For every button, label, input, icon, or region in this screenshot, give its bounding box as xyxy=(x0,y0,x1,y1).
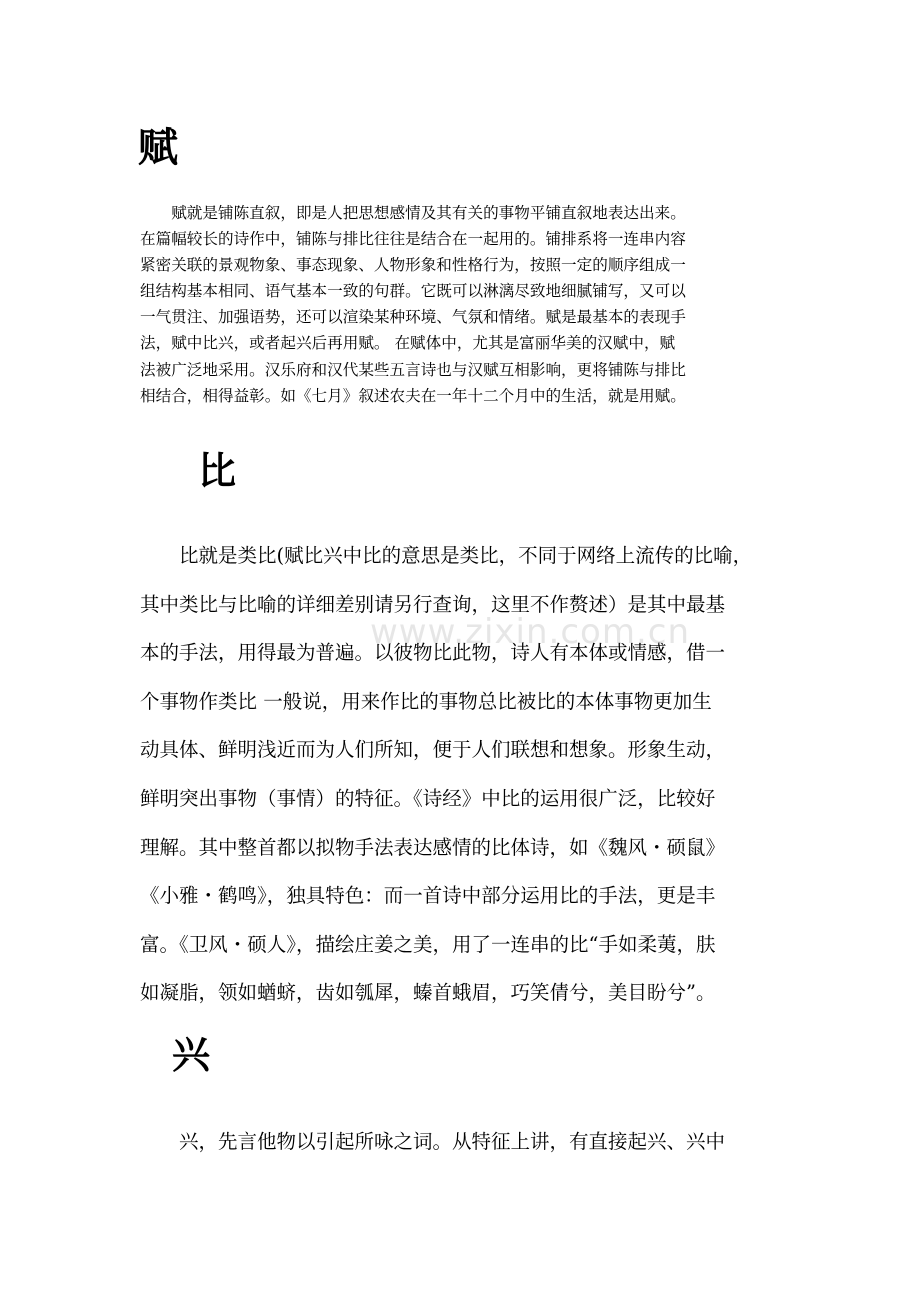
text-line: 比就是类比(赋比兴中比的意思是类比，不同于网络上流传的比喻， xyxy=(140,544,753,567)
text-line: 紧密关联的景观物象、事态现象、人物形象和性格行为，按照一定的顺序组成一 xyxy=(140,256,686,275)
paragraph-xing xyxy=(140,1118,725,1166)
text-line: 理解。其中整首都以拟物手法表达感情的比体诗，如《魏风・硕鼠》 xyxy=(140,835,726,859)
text-line: 组结构基本相同、语气基本一致的句群。它既可以淋漓尽致地细腻铺写，又可以 xyxy=(140,282,686,301)
paragraph-fu xyxy=(140,200,686,409)
text-line: 鲜明突出事物（事情）的特征。《诗经》中比的运用很广泛，比较好 xyxy=(140,786,716,810)
text-line: 相结合，相得益彰。如《七月》叙述农夫在一年十二个月中的生活，就是用赋。 xyxy=(140,386,686,405)
text-line: 动具体、鲜明浅近而为人们所知，便于人们联想和想象。形象生动， xyxy=(140,738,726,762)
section-heading-fu: 赋 xyxy=(138,125,178,171)
text-line: 其中类比与比喻的详细差别请另行查询，这里不作赘述）是其中最基 xyxy=(140,592,726,616)
text-line: 兴，先言他物以引起所咏之词。从特征上讲，有直接起兴、兴中 xyxy=(140,1130,726,1153)
text-line: 个事物作类比 一般说，用来作比的事物总比被比的本体事物更加生 xyxy=(140,689,712,713)
paragraph-bi xyxy=(140,532,752,1018)
text-line: 富。《卫风・硕人》，描绘庄姜之美，用了一连串的比“手如柔荑，肤 xyxy=(140,932,716,956)
text-line: 本的手法，用得最为普遍。以彼物比此物，诗人有本体或情感，借一 xyxy=(140,641,726,665)
text-line: 在篇幅较长的诗作中，铺陈与排比往往是结合在一起用的。铺排系将一连串内容 xyxy=(140,230,686,249)
text-line: 一气贯注、加强语势，还可以渲染某种环境、气氛和情绪。赋是最基本的表现手 xyxy=(140,308,686,327)
text-line: 《小雅・鹤鸣》，独具特色：而一首诗中部分运用比的手法，更是丰 xyxy=(140,884,716,908)
section-heading-xing: 兴 xyxy=(172,1033,211,1077)
text-line: 法被广泛地采用。汉乐府和汉代某些五言诗也与汉赋互相影响，更将铺陈与排比 xyxy=(140,360,686,379)
text-line: 赋就是铺陈直叙，即是人把思想感情及其有关的事物平铺直叙地表达出来。 xyxy=(140,204,686,222)
text-line: 如凝脂，领如蝤蛴，齿如瓠犀，螓首蛾眉，巧笑倩兮，美目盼兮”。 xyxy=(140,981,716,1005)
section-heading-bi: 比 xyxy=(198,449,237,493)
watermark: www.zixin.com.cn xyxy=(370,612,690,652)
text-line: 法，赋中比兴，或者起兴后再用赋。 在赋体中，尤其是富丽华美的汉赋中，赋 xyxy=(140,334,676,353)
